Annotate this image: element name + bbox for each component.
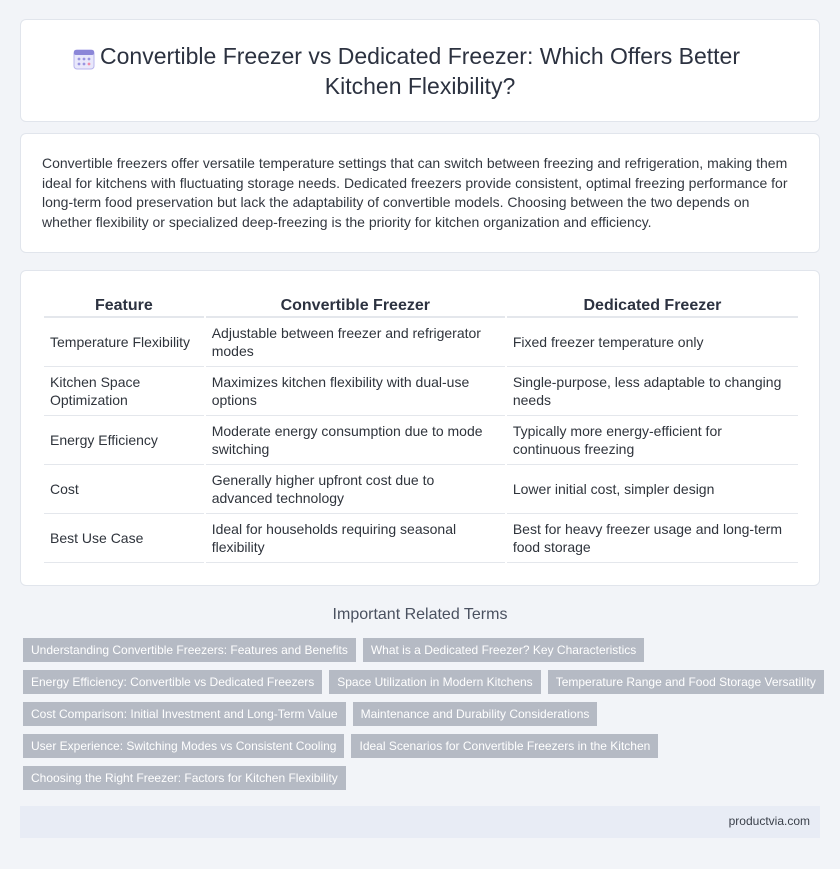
table-row — [44, 367, 798, 416]
feature-cell: Energy Efficiency — [44, 416, 204, 465]
intro-paragraph: Convertible freezers offer versatile temperature settings that can switch between freezing and refrigeration, making them ideal for kitchens with fluctuating storage needs. Dedicated freezers provide consistent, optimal freezing performance for long-term food preservation but lack the adaptability of convertible models. Choosing between the two depends on whether flexibility or specialized deep-freezing is the priority for kitchen organization and efficiency. — [42, 155, 788, 230]
related-terms-heading: Important Related Terms — [332, 606, 508, 623]
related-term-tag[interactable]: User Experience: Switching Modes vs Consistent Cooling — [23, 734, 344, 758]
related-term-tag[interactable]: Choosing the Right Freezer: Factors for Kitchen Flexibility — [23, 766, 346, 790]
footer — [20, 806, 820, 838]
footer-site-link[interactable]: productvia.com — [728, 814, 810, 828]
table-row — [44, 465, 798, 514]
related-term-tag[interactable]: Ideal Scenarios for Convertible Freezers in the Kitchen — [351, 734, 658, 758]
convertible-cell: Ideal for households requiring seasonal flexibility — [206, 514, 505, 563]
column-header-dedicated: Dedicated Freezer — [507, 296, 798, 318]
table-row — [44, 318, 798, 367]
related-term-tag[interactable]: Understanding Convertible Freezers: Features and Benefits — [23, 638, 356, 662]
feature-cell: Best Use Case — [44, 514, 204, 563]
dedicated-cell: Single-purpose, less adaptable to changing needs — [507, 367, 798, 416]
dedicated-cell: Best for heavy freezer usage and long-term food storage — [507, 514, 798, 563]
comparison-table — [42, 296, 800, 563]
related-term-tag[interactable]: Space Utilization in Modern Kitchens — [329, 670, 540, 694]
convertible-cell: Moderate energy consumption due to mode switching — [206, 416, 505, 465]
column-header-convertible: Convertible Freezer — [206, 296, 505, 318]
dedicated-cell: Fixed freezer temperature only — [507, 318, 798, 367]
feature-cell: Temperature Flexibility — [44, 318, 204, 367]
convertible-cell: Generally higher upfront cost due to advanced technology — [206, 465, 505, 514]
convertible-cell: Adjustable between freezer and refrigerator modes — [206, 318, 505, 367]
comparison-table-card — [20, 270, 820, 586]
related-term-tag[interactable]: Energy Efficiency: Convertible vs Dedicated Freezers — [23, 670, 322, 694]
feature-cell: Cost — [44, 465, 204, 514]
table-row — [44, 416, 798, 465]
related-terms-list — [23, 638, 823, 798]
column-header-feature: Feature — [44, 296, 204, 318]
convertible-cell: Maximizes kitchen flexibility with dual-use options — [206, 367, 505, 416]
page-title: Convertible Freezer vs Dedicated Freezer: Which Offers Better Kitchen Flexibility? — [100, 42, 740, 99]
dedicated-cell: Lower initial cost, simpler design — [507, 465, 798, 514]
intro-card — [20, 133, 820, 253]
table-header-row — [44, 296, 798, 318]
related-term-tag[interactable]: What is a Dedicated Freezer? Key Characteristics — [363, 638, 644, 662]
related-term-tag[interactable]: Maintenance and Durability Considerations — [353, 702, 598, 726]
feature-cell: Kitchen Space Optimization — [44, 367, 204, 416]
related-term-tag[interactable]: Cost Comparison: Initial Investment and Long-Term Value — [23, 702, 346, 726]
table-row — [44, 514, 798, 563]
header-card — [20, 19, 820, 122]
dedicated-cell: Typically more energy-efficient for continuous freezing — [507, 416, 798, 465]
related-term-tag[interactable]: Temperature Range and Food Storage Versatility — [548, 670, 824, 694]
